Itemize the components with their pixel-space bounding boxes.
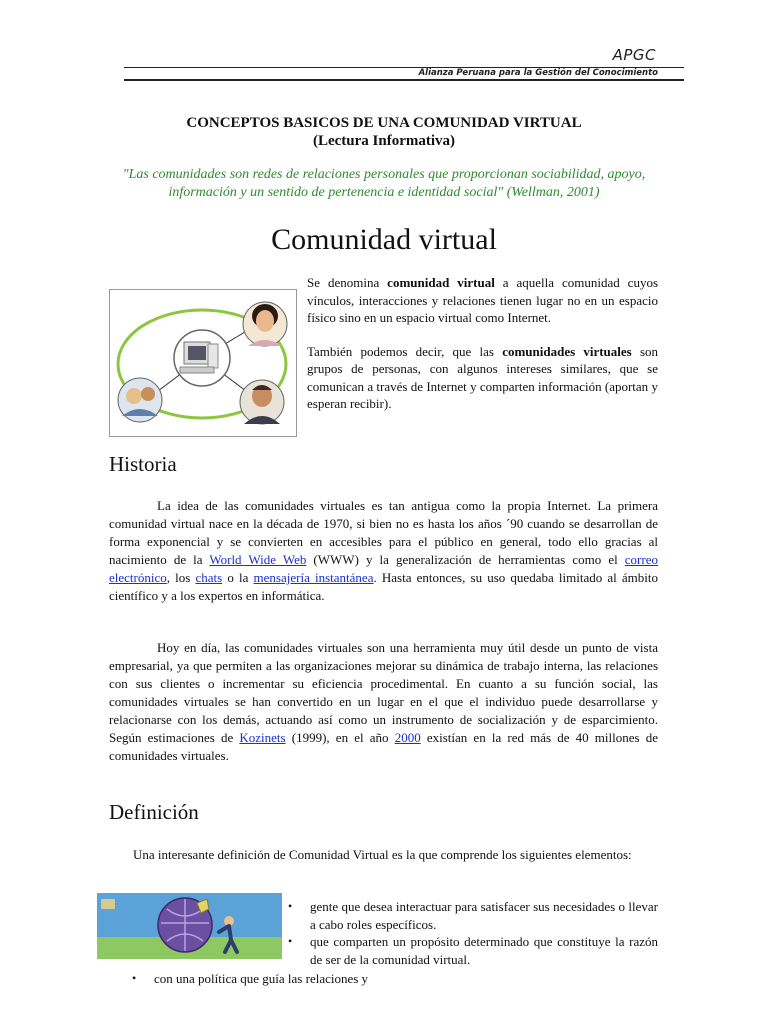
person-avatar-woman bbox=[243, 302, 287, 346]
definicion-intro: Una interesante definición de Comunidad Virtual es la que comprende los siguientes elementos: bbox=[133, 847, 632, 862]
definicion-bullet-list-continued bbox=[132, 970, 658, 988]
header-rule-bottom bbox=[124, 79, 684, 81]
virtual-community-illustration bbox=[109, 289, 297, 437]
epigraph-quote: "Las comunidades son redes de relaciones personales que proporcionan sociabilidad, apoyo, información y un sentido de pertenencia e identidad social" (Wellman, 2001) bbox=[122, 167, 646, 200]
bullet-icon: • bbox=[288, 934, 293, 948]
computer-icon bbox=[180, 342, 218, 373]
bullet-icon: • bbox=[288, 899, 293, 913]
title-main: CONCEPTOS BASICOS DE UNA COMUNIDAD VIRTUAL bbox=[186, 115, 582, 131]
historia-paragraph-2: Hoy en día, las comunidades virtuales son una herramienta muy útil desde un punto de vista empresarial, ya que permiten a las organizaciones mejorar su dinámica de trabajo interna, las relaciones con sus clientes o incrementar su eficiencia procedimental. En cuanto a su función social, las comunidades virtuales se han convertido en un lugar en el que el individuo puede desarrollarse y relacionarse con los demás, actuando así como un instrumento de socialización y de esparcimiento. Según estimaciones de Kozinets (1999), en el año 2000 existían en la red más de 40 millones de comunidades virtuales. bbox=[109, 640, 658, 763]
puzzle-sphere-illustration bbox=[97, 893, 282, 959]
bullet-icon: • bbox=[132, 971, 137, 985]
list-item: • gente que desea interactuar para satisfacer sus necesidades o llevar a cabo roles específicos. bbox=[288, 899, 658, 932]
person-avatar-man bbox=[240, 380, 284, 424]
definicion-bullet-list bbox=[288, 898, 658, 968]
link-world-wide-web[interactable]: World Wide Web bbox=[209, 552, 307, 567]
intro-paragraph-1: Se denomina comunidad virtual a aquella comunidad cuyos vínculos, interacciones y relaciones tienen lugar no en un espacio físico sino en un espacio virtual como Internet. bbox=[307, 275, 659, 325]
link-2000[interactable]: 2000 bbox=[394, 730, 421, 745]
document-title bbox=[100, 114, 668, 150]
link-chats[interactable]: chats bbox=[195, 570, 223, 585]
header-brand: APGC bbox=[612, 46, 656, 64]
intro-paragraph-2: También podemos decir, que las comunidades virtuales son grupos de personas, con algunos intereses similares, que se comunican a través de Internet y comparten información (aportan y esperan recibir). bbox=[307, 343, 658, 411]
link-correo-electronico[interactable]: correo electrónico bbox=[109, 552, 658, 585]
header-subtitle: Alianza Peruana para la Gestión del Conocimiento bbox=[418, 68, 658, 78]
intro-text bbox=[307, 274, 658, 429]
section-heading-definicion: Definición bbox=[109, 800, 199, 824]
list-item: • que comparten un propósito determinado que constituye la razón de ser de la comunidad virtual. bbox=[288, 934, 658, 967]
person-avatar-group bbox=[118, 378, 162, 422]
section-heading-historia: Historia bbox=[109, 452, 177, 476]
link-mensajeria-instantanea[interactable]: mensajería instantánea bbox=[253, 570, 374, 585]
title-sub: (Lectura Informativa) bbox=[312, 133, 456, 149]
historia-paragraph-1: La idea de las comunidades virtuales es tan antigua como la propia Internet. La primera comunidad virtual nace en la década de 1970, si bien no es hasta los años ´90 cuando se desarrollan de forma exponencial y se convierten en accesibles para el público en general, todo ello gracias al nacimiento de la World Wide Web (WWW) y la generalización de herramientas como el correo electrónico, los chats o la mensajería instantánea. Hasta entonces, su uso quedaba limitado al ámbito científico y a los expertos en informática. bbox=[109, 498, 659, 603]
page-heading: Comunidad virtual bbox=[271, 223, 497, 256]
link-kozinets[interactable]: Kozinets bbox=[239, 730, 286, 745]
list-item: • con una política que guía las relaciones y bbox=[132, 971, 369, 986]
